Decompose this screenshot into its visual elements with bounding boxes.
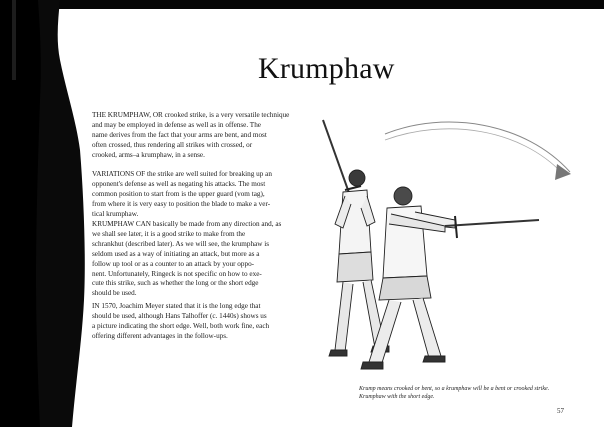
page-title: Krumphaw	[258, 52, 395, 85]
krumphaw-illustration	[305, 112, 575, 382]
right-fighter	[361, 187, 455, 369]
book-binding-shadow	[0, 0, 90, 427]
paragraph-meyer: IN 1570, Joachim Meyer stated that it is the long edge that should be used, although Hans Talhoffer (c. 1440s) shows us a picture indicating the short edge. Well, both work fine, each offering different advantages in the follow-ups.	[92, 302, 270, 340]
top-border-bar	[0, 0, 604, 9]
right-fighter-sword	[445, 220, 539, 226]
motion-arrow	[385, 122, 570, 172]
page-number: 57	[557, 407, 564, 415]
paragraph-variations: VARIATIONS OF the strike are well suited for breaking up an opponent's defense as well as negating his attacks. The most common position to start from is the upper guard (vom tag), from where it is very easy to position the blade to make a ver- tical krumphaw.	[92, 170, 272, 218]
paragraph-directions: KRUMPHAW CAN basically be made from any direction and, as we shall see later, it is a good strike to make from the schrankhut (described later). As we will see, the krumphaw is seldom used as a way of initiating an attack, but more as a follow up tool or as a counter to an attack by your oppo- nent. Unfortunately, Ringeck is not specific on how to exe- cute this strike, such as whether the long or the short edge should be used.	[92, 220, 282, 298]
figure-caption: Krump means crooked or bent, so a krumphaw will be a bent or crooked strike. Krumphaw with the short edge.	[359, 386, 550, 400]
paragraph-intro: THE KRUMPHAW, OR crooked strike, is a very versatile technique and may be employed in defense as well as in offense. The name derives from the fact that your arms are bent, and most often crossed, thus rendering all strikes with crossed, or crooked, arms–a krumphaw, in a sense.	[92, 111, 290, 159]
